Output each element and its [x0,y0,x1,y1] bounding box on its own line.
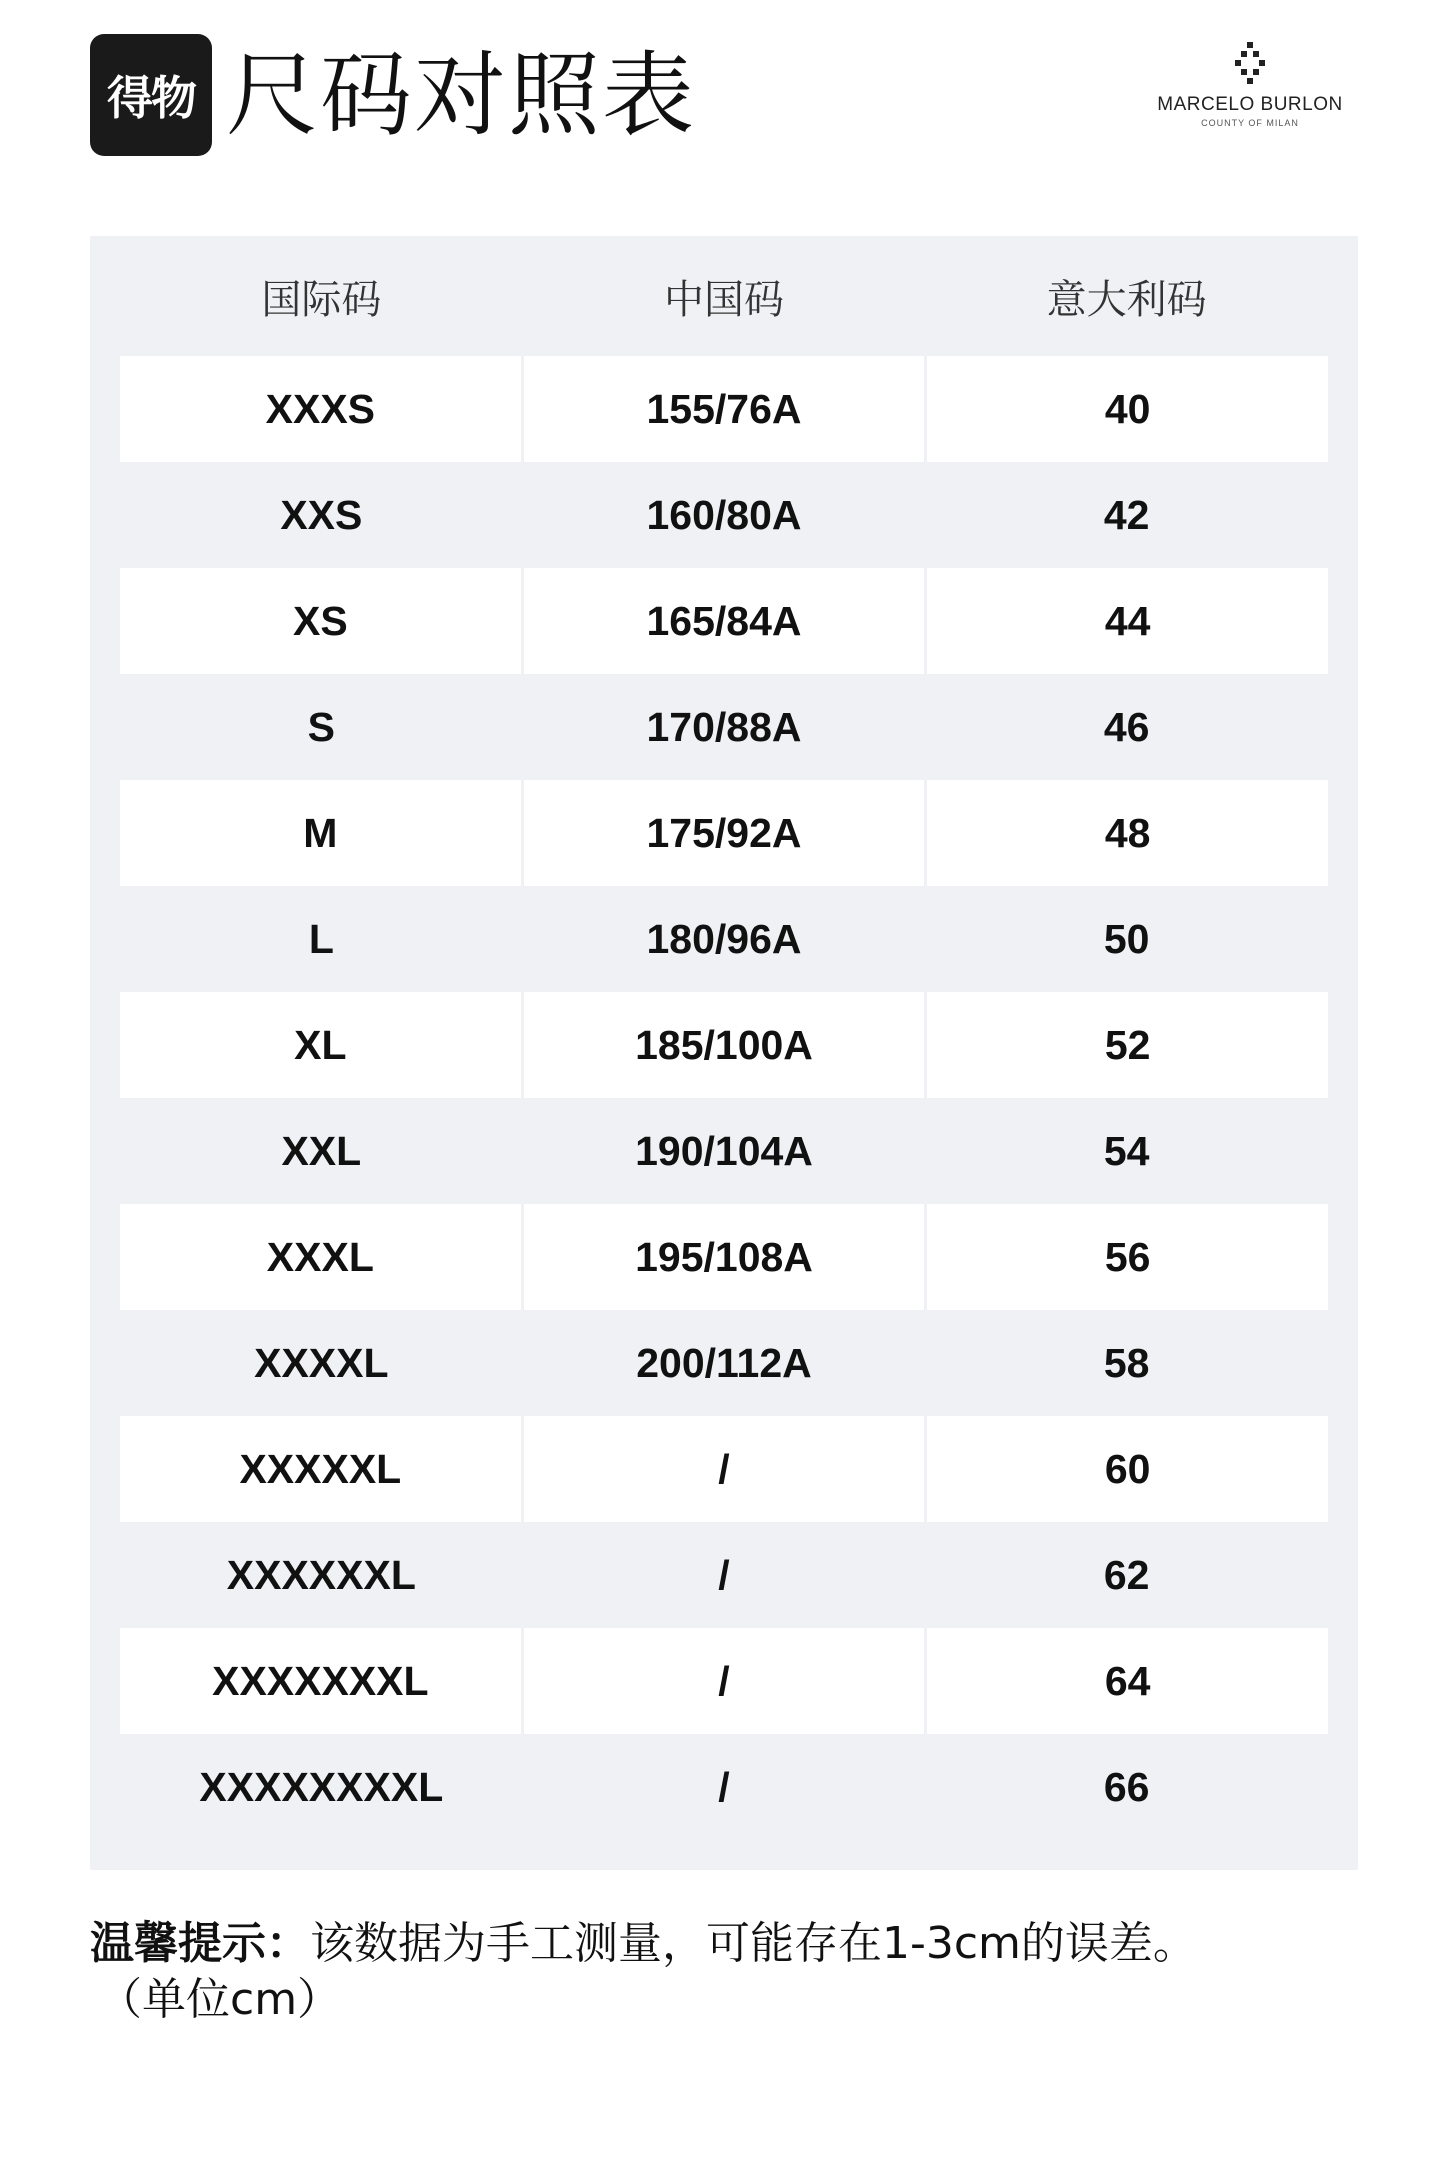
app-logo [90,34,212,156]
app-logo-text: 得物 [107,71,195,125]
table-row [120,886,1328,992]
table-row [120,780,1328,886]
cell-italy: 58 [1103,1339,1150,1386]
cell-china: 180/96A [646,915,802,962]
table-row [120,568,1328,674]
cell-china: 160/80A [646,491,802,538]
cell-italy: 60 [924,1416,1328,1522]
table-header [120,236,1328,356]
cell-italy: 48 [924,780,1328,886]
column-header-china: 中国码 [664,276,784,323]
cell-international: XS [120,568,521,674]
cell-italy: 42 [1103,491,1150,538]
cell-china: / [521,1628,925,1734]
cell-international: XXXXXXXL [120,1628,521,1734]
cell-international: XL [120,992,521,1098]
table-row [120,1628,1328,1734]
cell-international: S [307,703,336,750]
cell-italy: 40 [924,356,1328,462]
table-row [120,1310,1328,1416]
cell-china: 200/112A [636,1339,812,1386]
cell-italy: 52 [924,992,1328,1098]
cell-italy: 46 [1103,703,1150,750]
cell-international: XXS [280,491,363,538]
column-header-italy: 意大利码 [1046,276,1207,323]
cell-international: XXXXXXL [226,1551,416,1598]
cell-italy: 64 [924,1628,1328,1734]
table-row [120,674,1328,780]
column-header-international: 国际码 [261,276,382,323]
cell-international: XXXXXL [120,1416,521,1522]
table-body [120,356,1328,1840]
table-row [120,1522,1328,1628]
table-row [120,992,1328,1098]
page-title: 尺码对照表 [226,42,697,149]
cell-international: XXXXXXXXL [199,1763,444,1810]
table-row [120,1098,1328,1204]
cell-china: 175/92A [521,780,925,886]
table-row [120,1204,1328,1310]
brand-subtitle: COUNTY OF MILAN [1201,118,1299,128]
cell-italy: 66 [1103,1763,1150,1810]
cell-china: / [718,1763,730,1810]
brand-logo [1130,42,1370,128]
cell-international: XXXS [120,356,521,462]
cell-china: 170/88A [646,703,802,750]
cell-china: 155/76A [521,356,925,462]
cell-international: XXL [281,1127,362,1174]
table-row [120,1416,1328,1522]
cell-international: M [120,780,521,886]
tip-label: 温馨提示： [90,1918,310,1969]
cell-international: L [308,915,334,962]
cell-china: / [521,1416,925,1522]
cell-china: 195/108A [521,1204,925,1310]
cross-logo-icon [1232,42,1268,86]
cell-italy: 44 [924,568,1328,674]
cell-china: 185/100A [521,992,925,1098]
cell-italy: 54 [1103,1127,1150,1174]
table-row [120,462,1328,568]
cell-china: / [718,1551,730,1598]
unit-note: （单位cm） [98,1974,342,2025]
tip-text: 该数据为手工测量，可能存在1-3cm的误差。 [310,1918,1197,1969]
cell-italy: 50 [1103,915,1150,962]
table-row [120,1734,1328,1840]
table-row [120,356,1328,462]
cell-international: XXXL [120,1204,521,1310]
cell-china: 190/104A [635,1127,813,1174]
cell-italy: 56 [924,1204,1328,1310]
brand-name: MARCELO BURLON [1157,94,1343,115]
cell-china: 165/84A [521,568,925,674]
tip-note [90,1916,1380,2028]
size-table [90,236,1358,1870]
cell-international: XXXXL [254,1339,389,1386]
cell-italy: 62 [1103,1551,1150,1598]
